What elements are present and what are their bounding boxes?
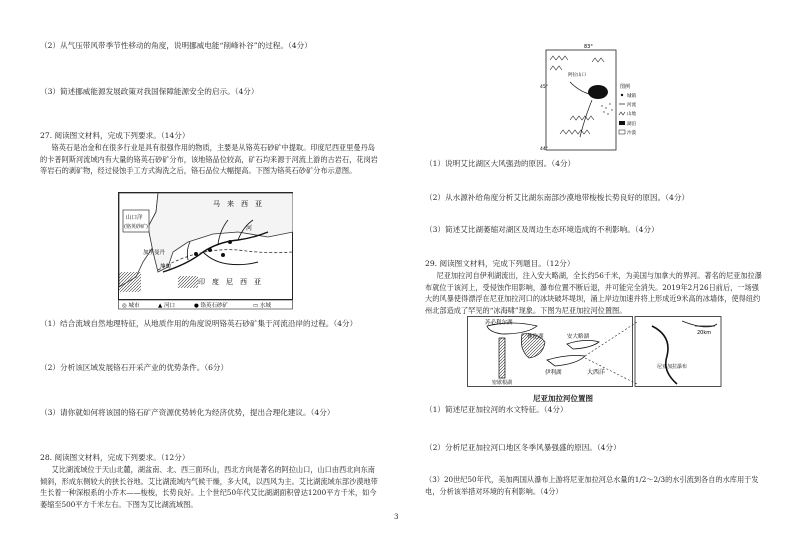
map3-label3: 安大略湖	[567, 334, 590, 340]
map1-box1-label: 山口洋	[126, 215, 143, 221]
question-28-3: （3）简述艾比湖萎缩对湖区及周边生态环境造成的不利影响。（4分）	[425, 225, 659, 234]
map3-label7: 密歇根湖	[492, 380, 513, 386]
question-28-2: （2）从水源补给角度分析艾比湖东南部沙漠地带梭梭长势良好的原因。（4分）	[425, 193, 690, 202]
map1-legend-city: ◎ 城市	[122, 303, 140, 309]
map3-label2: 休伦湖	[527, 334, 544, 340]
map2-leg3: 山地	[627, 112, 636, 117]
question-29-1: （1）简述尼亚加拉河的水文特征。（4分）	[425, 405, 568, 414]
map1-city-label: 坤甸	[160, 264, 172, 270]
map2-lat2: 45°	[540, 85, 548, 90]
map1-legend-mine: ● 铬英石砂矿	[194, 303, 229, 309]
map3-scale: 20km	[697, 330, 712, 336]
question-26-3: （3）简述挪威能源发展政策对我国保障能源安全的启示。（4分）	[40, 87, 259, 96]
map2-lat3: 44°	[540, 147, 548, 152]
map2-legend-title: 图例	[620, 84, 631, 90]
map1-indonesia-label: 印 度 尼 西 亚	[198, 278, 261, 286]
ebinur-lake-map	[540, 42, 646, 154]
map3-caption: 尼亚加拉河位置图	[533, 394, 593, 403]
map1-box2-label: (铬英砂矿)	[124, 224, 148, 230]
map2-leg4: 湖泊	[627, 122, 636, 127]
question-27-material: 铬英石是冶金和在很多行业是具有很强作用的物质，主要是从铬英石砂矿中提取。印度尼西亚里曼丹岛的卡普阿斯河流域内有大量的铬英石砂矿分布，该地铬品位较高，矿石均来源于河流上游的古岩石，花岗岩等岩石的剥矿物，经过侵蚀手工方式淘洗之后，铬石品位大幅提高。下图为铬英石砂矿分布示意图。	[40, 143, 378, 175]
question-28-title: 28. 阅读图文材料，完成下列要求。（12分）	[40, 453, 190, 462]
map1-legend-mouth: ▲ 河口	[158, 303, 175, 309]
map3-label1: 苏必利尔湖	[485, 320, 513, 326]
question-27-2: （2）分析该区域发展铬石开采产业的优势条件。（6分）	[40, 363, 229, 372]
map2-place: 阿拉山口	[568, 73, 586, 78]
chrome-ore-map	[118, 192, 293, 310]
map2-lat1: 83°	[584, 44, 593, 50]
map3-label4: 伊利湖	[545, 370, 562, 376]
niagara-river-map	[467, 316, 722, 402]
map2-leg5: 沙漠	[627, 131, 636, 136]
map1-river-label: 河	[246, 225, 253, 232]
map1-country-label: 加里曼丹	[143, 250, 166, 256]
question-27-1: （1）结合流域自然地理特征，从地质作用的角度说明铬英石砂矿集于河流沿岸的过程。（4分）	[40, 319, 358, 328]
map2-leg2: 河流	[627, 103, 636, 108]
map1-sea-label: 马 来 西 亚	[213, 200, 262, 208]
map2-leg1: 城镇	[627, 94, 636, 99]
question-28-material: 艾比湖流域位于天山北麓，湖盆南、北、西三面环山，西北方向是著名的阿拉山口，山口由西北向东南倾斜，形成东侧较大的狭长谷地。艾比湖流域内气候干燥，多大风，以西风为主。艾比湖流域东部沙漠地带生长着一种深根系的小乔木——梭梭，长势良好。上个世纪50年代艾比湖湖面积曾达1200平方千米，如今萎缩至500平方千米左右。下图为艾比湖流域图。	[40, 465, 378, 509]
map3-label6: 尼亚加拉瀑布	[657, 364, 688, 370]
question-29-material: 尼亚加拉河自伊利湖流出，注入安大略湖，全长约56千米，为美国与加拿大的界河。著名的尼亚加拉瀑布就位于该河上，受侵蚀作用影响，瀑布位置不断后退，并可能完全消失。2019年2月26日前后，一场强大的风暴使得漂浮在尼亚加拉河口的冰块破坏堤坝，涌上岸边加速并将上形成近9米高的冰墙体，使得纽约州北部造成了罕见的“冰海啸”现象。下图为尼亚加拉河位置图。	[425, 271, 762, 315]
question-29-3: （3）20世纪50年代，美加两国从瀑布上游将尼亚加拉河总水量的1/2～2/3的水引流到各自的水库用于发电，分析该举措对环境的有利影响。（4分）	[425, 475, 759, 496]
question-29-title: 29. 阅读图文材料，完成下列题目。（12分）	[425, 259, 575, 268]
page-number: 3	[394, 513, 399, 521]
question-27-3: （3）请你就如何将该国的铬石矿产资源优势转化为经济优势，提出合理化建议。（4分）	[40, 408, 335, 417]
map3-label5: 大西洋	[587, 369, 606, 376]
map1-legend-water: ▭ 水域	[253, 303, 271, 309]
question-26-2: （2）从气压带风带季节性移动的角度，说明挪威电能“削峰补谷”的过程。（4分）	[40, 41, 312, 50]
question-27-title: 27. 阅读图文材料，完成下列要求。（14分）	[40, 131, 190, 140]
question-28-1: （1）说明艾比湖区大风强劲的原因。（4分）	[425, 159, 576, 168]
question-29-2: （2）分析尼亚加拉河口地区冬季风暴强盛的原因。（4分）	[425, 443, 621, 452]
